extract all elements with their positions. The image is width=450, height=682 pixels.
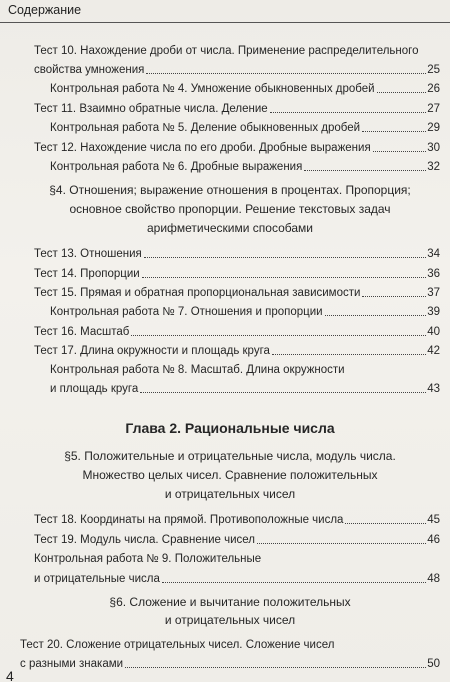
toc-entry[interactable]	[50, 305, 440, 319]
toc-page-number: 43	[427, 383, 440, 395]
toc-entry[interactable]	[34, 247, 440, 261]
toc-entry-text: Контрольная работа № 6. Дробные выражения	[50, 161, 303, 173]
toc-entry[interactable]	[50, 121, 440, 135]
dot-leader	[373, 150, 427, 152]
toc-entry-text: Тест 10. Нахождение дроби от числа. Применение распределительного	[34, 45, 419, 57]
toc-entry-text: Тест 20. Сложение отрицательных чисел. Сложение чисел	[20, 639, 335, 651]
dot-leader	[345, 522, 426, 524]
toc-entry-text: Тест 12. Нахождение числа по его дроби. Дробные выражения	[34, 142, 371, 154]
toc-entry-text: Тест 17. Длина окружности и площадь круга	[34, 345, 270, 357]
toc-entry[interactable]	[34, 63, 440, 77]
toc-page-number: 25	[427, 64, 440, 76]
toc-page-number: 30	[427, 142, 440, 154]
toc-entry-text: Тест 13. Отношения	[34, 248, 142, 260]
toc-entry-text: и отрицательные числа	[34, 573, 160, 585]
toc-entry[interactable]	[34, 533, 440, 547]
toc-entry-text: Тест 19. Модуль числа. Сравнение чисел	[34, 534, 255, 546]
toc-page-number: 37	[427, 287, 440, 299]
section-heading: арифметическими способами	[146, 221, 314, 235]
toc-entry-text: Контрольная работа № 8. Масштаб. Длина окружности	[50, 364, 345, 376]
toc-entry[interactable]	[50, 382, 440, 396]
toc-page-number: 26	[427, 83, 440, 95]
toc-entry-text: Контрольная работа № 5. Деление обыкновенных дробей	[50, 122, 361, 134]
toc-entry-text: Контрольная работа № 4. Умножение обыкновенных дробей	[50, 83, 375, 95]
toc-entry[interactable]	[34, 286, 440, 300]
dot-leader	[131, 334, 426, 336]
toc-entry-text: Тест 11. Взаимно обратные числа. Деление	[34, 103, 268, 115]
toc-entry-text: Контрольная работа № 9. Положительные	[34, 553, 262, 565]
dot-leader	[144, 256, 426, 258]
section-heading: и отрицательных чисел	[164, 487, 296, 501]
dot-leader	[362, 295, 426, 297]
dot-leader	[142, 276, 427, 278]
dot-leader	[162, 581, 426, 583]
toc-entry-text: с разными знаками	[20, 658, 124, 670]
toc-page-number: 50	[427, 658, 440, 670]
toc-entry[interactable]	[50, 160, 440, 174]
dot-leader	[270, 111, 427, 113]
toc-page-number: 45	[427, 514, 440, 526]
section-heading: §4. Отношения; выражение отношения в процентах. Пропорция;	[49, 183, 411, 197]
toc-entry[interactable]	[34, 572, 440, 586]
toc-entry[interactable]	[34, 267, 440, 281]
toc-entry-text: Контрольная работа № 7. Отношения и пропорции	[50, 306, 323, 318]
section-heading: §6. Сложение и вычитание положительных	[109, 595, 351, 609]
toc-page-number: 39	[427, 306, 440, 318]
toc-entry-text: и площадь круга	[50, 383, 139, 395]
dot-leader	[377, 91, 427, 93]
chapter-heading: Глава 2. Рациональные числа	[125, 420, 335, 436]
dot-leader	[146, 72, 426, 74]
toc-entry-text: свойства умножения	[34, 64, 145, 76]
dot-leader	[125, 666, 426, 668]
dot-leader	[325, 314, 427, 316]
dot-leader	[140, 391, 426, 393]
toc-entry[interactable]	[20, 657, 440, 671]
toc-entry[interactable]	[34, 102, 440, 116]
toc-entry[interactable]	[34, 325, 440, 339]
dot-leader	[304, 169, 426, 171]
section-heading: и отрицательных чисел	[164, 613, 296, 627]
toc-entry-text: Тест 14. Пропорции	[34, 268, 140, 280]
toc-page-number: 27	[427, 103, 440, 115]
toc-entry[interactable]	[50, 82, 440, 96]
toc-page-number: 42	[427, 345, 440, 357]
toc-page-number: 36	[427, 268, 440, 280]
toc-page-number: 32	[427, 161, 440, 173]
header-title: Содержание	[8, 3, 82, 17]
dot-leader	[272, 353, 426, 355]
toc-page-number: 29	[427, 122, 440, 134]
toc-page-number: 46	[427, 534, 440, 546]
section-heading: Множество целых чисел. Сравнение положительных	[82, 468, 378, 482]
section-heading: основное свойство пропорции. Решение текстовых задач	[69, 202, 391, 216]
dot-leader	[362, 130, 426, 132]
toc-entry-text: Тест 15. Прямая и обратная пропорциональная зависимости	[34, 287, 361, 299]
toc-entry[interactable]	[34, 513, 440, 527]
toc-entry[interactable]	[34, 141, 440, 155]
dot-leader	[257, 542, 426, 544]
toc-entry[interactable]	[34, 344, 440, 358]
toc-entry-text: Тест 16. Масштаб	[34, 326, 130, 338]
page-number: 4	[6, 668, 14, 682]
toc-page-number: 48	[427, 573, 440, 585]
toc-page-number: 40	[427, 326, 440, 338]
toc-page-number: 34	[427, 248, 440, 260]
toc-entry-text: Тест 18. Координаты на прямой. Противоположные числа	[34, 514, 344, 526]
section-heading: §5. Положительные и отрицательные числа, модуль числа.	[64, 449, 396, 463]
